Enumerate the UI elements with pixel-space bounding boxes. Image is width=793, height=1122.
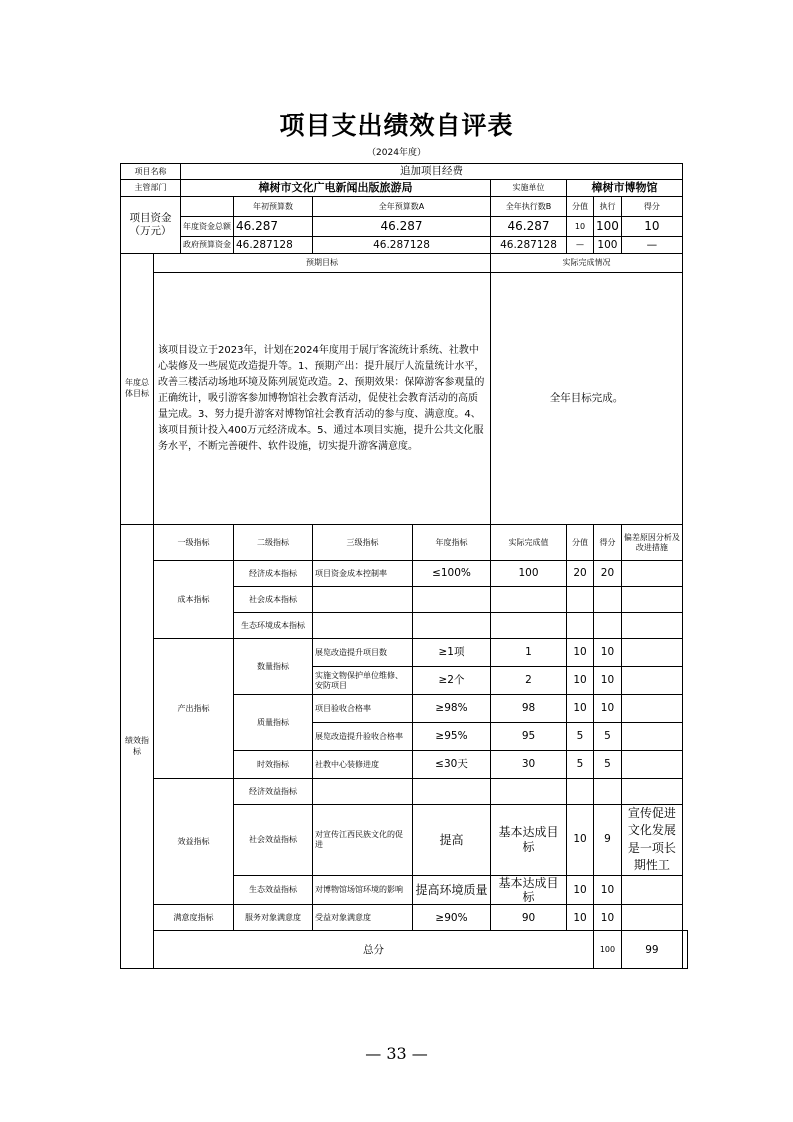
quality-1-target: ≥98% xyxy=(413,695,491,723)
econ-cost-score: 20 xyxy=(594,561,622,587)
unit-label: 实施单位 xyxy=(491,180,567,197)
quality-2-value: 5 xyxy=(567,723,594,751)
quality-level2: 质量指标 xyxy=(234,695,313,751)
funds-row-gov-executed: 46.287128 xyxy=(491,237,567,254)
econ-cost-target: ≤100% xyxy=(413,561,491,587)
econ-cost-value: 20 xyxy=(567,561,594,587)
indicators-label: 绩效指标 xyxy=(121,525,154,969)
quantity-2-score: 10 xyxy=(594,667,622,695)
funds-header-score-value: 分值 xyxy=(567,197,594,217)
eco-benefit-actual: 基本达成目标 xyxy=(491,875,567,905)
total-value: 100 xyxy=(594,931,622,969)
report-year: （2024年度） xyxy=(367,148,426,158)
timeliness-value: 5 xyxy=(567,751,594,779)
social-benefit-actual: 基本达成目标 xyxy=(491,805,567,876)
ind-header-level3: 三级指标 xyxy=(313,525,413,561)
econ-cost-level2: 经济成本指标 xyxy=(234,561,313,587)
timeliness-level2: 时效指标 xyxy=(234,751,313,779)
eco-cost-level2: 生态环境成本指标 xyxy=(234,613,313,639)
eco-benefit-target: 提高环境质量 xyxy=(413,875,491,905)
project-name-label: 项目名称 xyxy=(121,164,181,180)
service-target: ≥90% xyxy=(413,905,491,931)
ind-header-level1: 一级指标 xyxy=(154,525,234,561)
service-level2: 服务对象满意度 xyxy=(234,905,313,931)
funds-row-gov-score: — xyxy=(621,237,682,254)
social-benefit-value: 10 xyxy=(567,805,594,876)
dept-value: 樟树市文化广电新闻出版旅游局 xyxy=(181,180,491,197)
goals-actual-label: 实际完成情况 xyxy=(491,254,683,273)
dept-label: 主管部门 xyxy=(121,180,181,197)
page-title: 项目支出绩效自评表 xyxy=(279,111,514,140)
ind-header-score: 得分 xyxy=(594,525,622,561)
quality-2-target: ≥95% xyxy=(413,723,491,751)
evaluation-table xyxy=(120,163,688,969)
ind-header-value: 分值 xyxy=(567,525,594,561)
service-value: 10 xyxy=(567,905,594,931)
funds-header-rate: 执行 xyxy=(594,197,622,217)
quality-2-level3: 展览改造提升验收合格率 xyxy=(313,723,413,751)
funds-row-gov-initial: 46.287128 xyxy=(234,237,313,254)
funds-label: 项目资金（万元） xyxy=(121,197,181,254)
service-level3: 受益对象满意度 xyxy=(313,905,413,931)
social-benefit-target: 提高 xyxy=(413,805,491,876)
quality-1-actual: 98 xyxy=(491,695,567,723)
level1-effect: 效益指标 xyxy=(154,779,234,905)
econ-cost-actual: 100 xyxy=(491,561,567,587)
quantity-2-actual: 2 xyxy=(491,667,567,695)
funds-row-total-name: 年度资金总额 xyxy=(181,217,234,237)
funds-row-total-score-value: 10 xyxy=(567,217,594,237)
funds-row-gov-score-value: — xyxy=(567,237,594,254)
funds-row-gov-annual: 46.287128 xyxy=(313,237,491,254)
total-score: 99 xyxy=(621,931,682,969)
service-actual: 90 xyxy=(491,905,567,931)
ind-header-note: 偏差原因分析及改进措施 xyxy=(621,525,682,561)
page-number: — 33 — xyxy=(365,1044,428,1063)
timeliness-target: ≤30天 xyxy=(413,751,491,779)
social-benefit-level3: 对宣传江西民族文化的促进 xyxy=(313,805,413,876)
quantity-1-actual: 1 xyxy=(491,639,567,667)
quality-1-value: 10 xyxy=(567,695,594,723)
funds-row-total-rate: 100 xyxy=(594,217,622,237)
funds-row-total-annual: 46.287 xyxy=(313,217,491,237)
total-label: 总分 xyxy=(154,931,594,969)
funds-row-gov-rate: 100 xyxy=(594,237,622,254)
quality-2-score: 5 xyxy=(594,723,622,751)
ind-header-level2: 二级指标 xyxy=(234,525,313,561)
project-name-value: 追加项目经费 xyxy=(181,164,683,180)
service-score: 10 xyxy=(594,905,622,931)
social-cost-level2: 社会成本指标 xyxy=(234,587,313,613)
econ-cost-level3: 项目资金成本控制率 xyxy=(313,561,413,587)
funds-row-gov-name: 政府预算资金 xyxy=(181,237,234,254)
econ-benefit-level2: 经济效益指标 xyxy=(234,779,313,805)
ind-header-target: 年度指标 xyxy=(413,525,491,561)
goals-label: 年度总体目标 xyxy=(121,254,154,525)
social-benefit-note: 宣传促进文化发展是一项长期性工 xyxy=(621,805,682,876)
social-benefit-score: 9 xyxy=(594,805,622,876)
eco-benefit-level3: 对博物馆场馆环境的影响 xyxy=(313,875,413,905)
eco-benefit-value: 10 xyxy=(567,875,594,905)
funds-header-annual: 全年预算数A xyxy=(313,197,491,217)
level1-cost: 成本指标 xyxy=(154,561,234,639)
quantity-2-target: ≥2个 xyxy=(413,667,491,695)
quality-1-score: 10 xyxy=(594,695,622,723)
quantity-1-target: ≥1项 xyxy=(413,639,491,667)
quality-1-level3: 项目验收合格率 xyxy=(313,695,413,723)
goals-expected-label: 预期目标 xyxy=(154,254,491,273)
social-benefit-level2: 社会效益指标 xyxy=(234,805,313,876)
ind-header-actual: 实际完成值 xyxy=(491,525,567,561)
funds-header-initial: 年初预算数 xyxy=(234,197,313,217)
funds-header-score: 得分 xyxy=(621,197,682,217)
eco-benefit-level2: 生态效益指标 xyxy=(234,875,313,905)
timeliness-score: 5 xyxy=(594,751,622,779)
goals-actual-text: 全年目标完成。 xyxy=(491,273,683,525)
funds-row-total-score: 10 xyxy=(621,217,682,237)
timeliness-actual: 30 xyxy=(491,751,567,779)
unit-value: 樟树市博物馆 xyxy=(567,180,683,197)
eco-benefit-score: 10 xyxy=(594,875,622,905)
quantity-1-value: 10 xyxy=(567,639,594,667)
timeliness-level3: 社教中心装修进度 xyxy=(313,751,413,779)
quantity-1-score: 10 xyxy=(594,639,622,667)
level1-output: 产出指标 xyxy=(154,639,234,779)
quantity-2-value: 10 xyxy=(567,667,594,695)
goals-expected-text: 该项目设立于2023年，计划在2024年度用于展厅客流统计系统、社教中心装修及一些展览改造提升等。1、预期产出：提升展厅人流量统计水平，改善三楼活动场地环境及陈列展览改造。2、预期效果：保障游客参观量的正确统计，吸引游客参加博物馆社会教育活动，促使社会教育活动的高质量完成。3、努力提升游客对博物馆社会教育活动的参与度、满意度。4、该项目预计投入400万元经济成本。5、通过本项目实施，提升公共文化服务水平，不断完善硬件、软件设施，切实提升游客满意度。 xyxy=(154,273,491,525)
funds-header-executed: 全年执行数B xyxy=(491,197,567,217)
quantity-2-level3: 实施文物保护单位维修、安防项目 xyxy=(313,667,413,695)
funds-row-total-executed: 46.287 xyxy=(491,217,567,237)
funds-row-total-initial: 46.287 xyxy=(234,217,313,237)
quantity-level2: 数量指标 xyxy=(234,639,313,695)
quantity-1-level3: 展览改造提升项目数 xyxy=(313,639,413,667)
level1-satisfaction: 满意度指标 xyxy=(154,905,234,931)
quality-2-actual: 95 xyxy=(491,723,567,751)
